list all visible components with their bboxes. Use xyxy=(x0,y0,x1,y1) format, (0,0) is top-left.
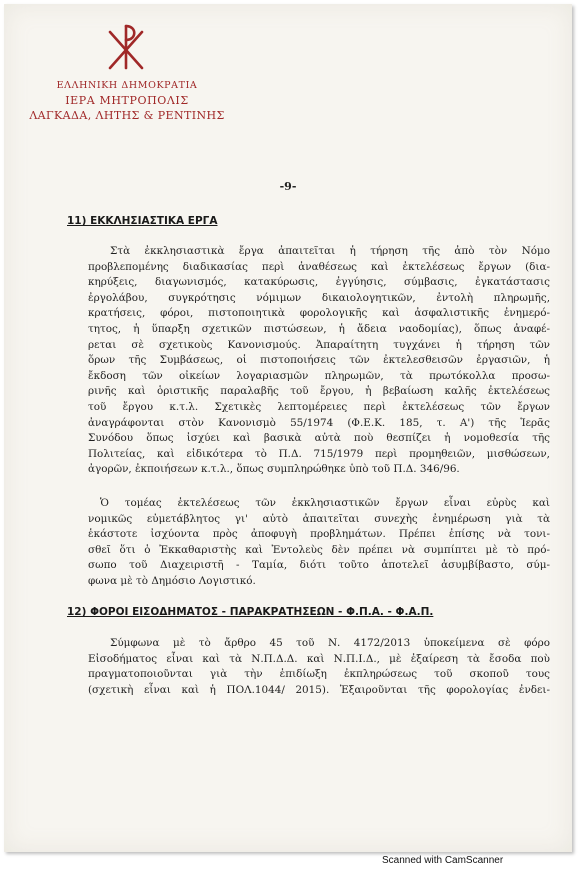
paragraph xyxy=(88,636,550,698)
text-line: πραγματοποιοῦνται γιὰ τὴν ἐπιδίωξη ἐκπληρώσεως τοῦ σκοποῦ τους xyxy=(88,668,550,681)
text-line: Συνόδου ὅπως ἰσχύει καὶ βασικὰ αὐτὰ ποὺ θεσπίζει ἡ νομοθεσία τῆς xyxy=(88,432,550,445)
text-line: νομικῶς εὐμετάβλητος γι' αὐτὸ ἀπαιτεῖται συνεχὴς ἐνημέρωση γιὰ τὰ xyxy=(88,512,550,525)
text-line: σωπο τοῦ Διαχειριστῆ - Ταμία, διότι τοῦτο ἀποτελεῖ ἀσυμβίβαστο, σύμ- xyxy=(88,559,550,572)
text-line: Ὁ τομέας ἐκτελέσεως τῶν ἐκκλησιαστικῶν ἔργων εἶναι εὐρὺς καὶ xyxy=(100,497,550,509)
text-line: φωνα μὲ τὸ Δημόσιο Λογιστικό. xyxy=(88,574,256,587)
section-heading: 11) ΕΚΚΛΗΣΙΑΣΤΙΚΑ ΕΡΓΑ xyxy=(67,215,218,227)
text-line: ρεται σὲ σχετικοὺς Κανονισμούς. Ἀπαραίτητη τυγχάνει ἡ τήρηση τῶν xyxy=(88,338,550,351)
text-line: (σχετικὴ εἶναι καὶ ἡ ΠΟΛ.1044/ 2015). Ἐξαιροῦνται τῆς φορολογίας ἐνδει- xyxy=(88,683,550,696)
text-line: Σύμφωνα μὲ τὸ ἄρθρο 45 τοῦ Ν. 4172/2013 ὑποκείμενα σὲ φόρο xyxy=(110,637,550,649)
scanner-watermark: Scanned with CamScanner xyxy=(382,855,504,866)
chi-rho-monogram-icon xyxy=(104,22,148,70)
text-line: ἀγορῶν, ἐκποιήσεων κ.τ.λ., ὅπως συμπληρώθηκε ὑπὸ τοῦ Π.Δ. 346/96. xyxy=(88,463,460,476)
text-line: ὅρων τῆς Συμβάσεως, οἱ πιστοποιήσεις τῶν ἐκτελεσθεισῶν ἐργασιῶν, ἡ xyxy=(88,354,550,367)
text-line: Στὰ ἐκκλησιαστικὰ ἔργα ἀπαιτεῖται ἡ τήρηση τῆς ἀπὸ τὸν Νόμο xyxy=(110,245,550,257)
text-line: ἀναγράφονται στὸν Κανονισμὸ 55/1974 (Φ.Ε.Κ. 185, τ. Α') τῆς Ἱερᾶς xyxy=(88,416,550,429)
letterhead-line-1: ΕΛΛΗΝΙΚΗ ΔΗΜΟΚΡΑΤΙΑ xyxy=(56,80,198,91)
paragraph xyxy=(88,244,550,478)
text-line: προβλεπομένης διαδικασίας περὶ ἀναθέσεως καὶ ἐκτελέσεως ἔργων (δια- xyxy=(88,260,550,273)
text-line: τητος, ἡ ὕπαρξη σχετικῶν πιστώσεων, ἡ ἄδεια ναοδομίας), ὅπως ἀναφέ- xyxy=(88,322,550,335)
letterhead-line-2: ΙΕΡΑ ΜΗΤΡΟΠΟΛΙΣ xyxy=(65,94,189,107)
section-heading: 12) ΦΟΡΟΙ ΕΙΣΟΔΗΜΑΤΟΣ - ΠΑΡΑΚΡΑΤΗΣΕΩΝ - Φ.Π.Α. - Φ.Α.Π. xyxy=(67,606,434,618)
text-line: ἐργολάβου, συγκρότησις νόμιμων δικαιολογητικῶν, ἐντολὴ πληρωμῆς, xyxy=(88,291,550,304)
text-line: τοῦ ἔργου κ.τ.λ. Σχετικὲς λεπτομέρειες περὶ ἐκτελέσεως τῶν ἔργων xyxy=(88,400,550,413)
text-line: σθεῖ ὅτι ὁ Ἐκκαθαριστὴς καὶ Ἐντολεὺς δὲν πρέπει νὰ συμπίπτει μὲ τὸ πρό- xyxy=(88,543,550,556)
text-line: κηρύξεις, διαγωνισμός, κατακύρωσις, ἐγγύησις, σύμβασις, ἐγκατάστασις xyxy=(88,276,550,289)
paragraph xyxy=(88,496,550,590)
text-line: Πολιτείας, καὶ εἰδικότερα τὸ Π.Δ. 715/1979 περὶ προμηθειῶν, μισθώσεων, xyxy=(88,447,550,460)
text-line: ἑκάστοτε ἰσχύοντα πρὸς ἀποφυγὴ προβλημάτων. Πρέπει ἐπίσης νὰ τονι- xyxy=(88,528,550,541)
letterhead-line-3: ΛΑΓΚΑΔΑ, ΛΗΤΗΣ & ΡΕΝΤΙΝΗΣ xyxy=(29,109,225,122)
page-number: -9- xyxy=(279,180,297,193)
text-line: κρατήσεις, φόροι, πιστοποιητικὰ φορολογικῆς καὶ ἀσφαλιστικῆς ἐνημερό- xyxy=(88,307,550,320)
text-line: ἔκδοση τῶν οἰκείων λογαριασμῶν πληρωμῶν, τὰ πρωτόκολλα προσω- xyxy=(88,369,550,382)
text-line: Εἰσοδήματος εἶναι καὶ τὰ Ν.Π.Δ.Δ. καὶ Ν.Π.Ι.Δ., μὲ ἐξαίρεση τὰ ἔσοδα ποὺ xyxy=(88,652,550,665)
letterhead xyxy=(22,78,232,123)
text-line: ρινῆς καὶ ὁριστικῆς παραλαβῆς τοῦ ἔργου, ἡ βεβαίωση καλῆς ἐκτελέσεως xyxy=(88,385,550,398)
document-page xyxy=(4,4,572,852)
